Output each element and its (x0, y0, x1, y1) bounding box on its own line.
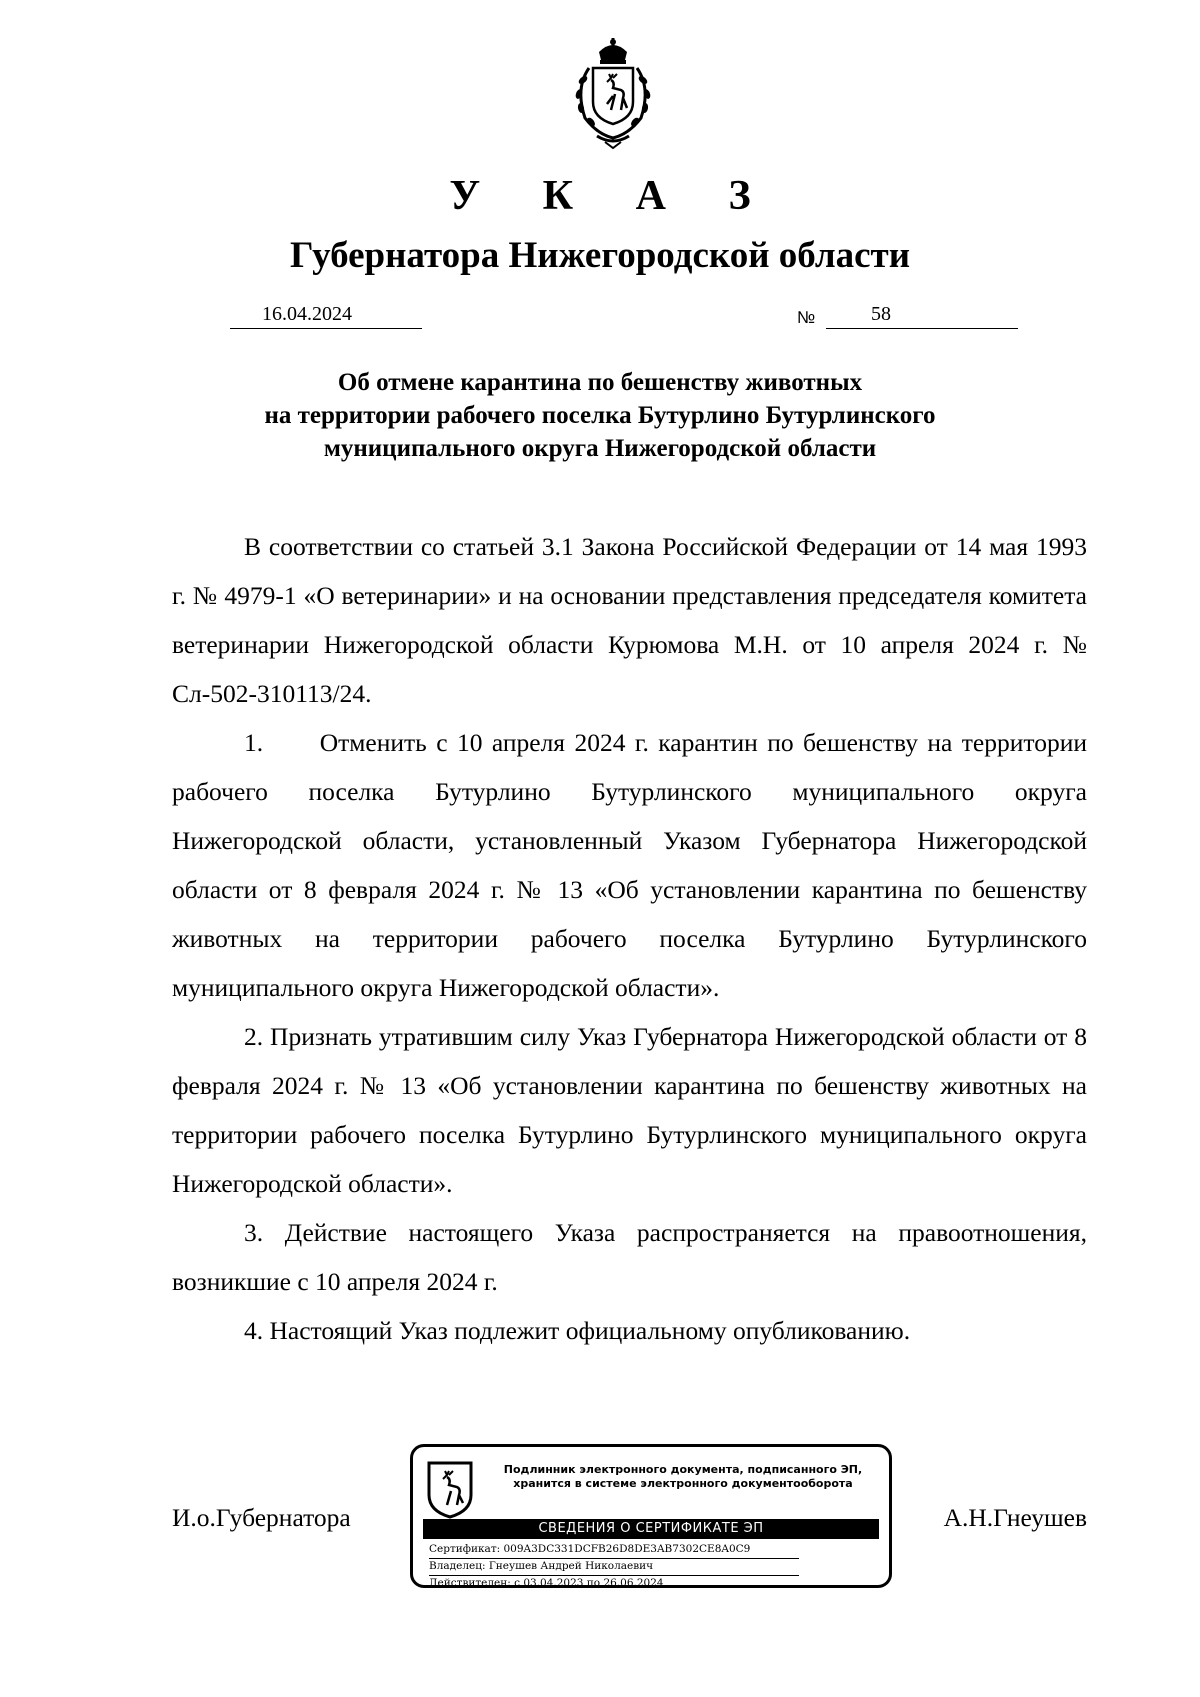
date-field (230, 302, 422, 329)
certificate-validity: Действителен: с 03.04.2023 по 26.06.2024 (429, 1577, 664, 1589)
item-4-paragraph: 4. Настоящий Указ подлежит официальному опубликованию. (244, 1316, 911, 1345)
item-1-paragraph: 1. Отменить с 10 апреля 2024 г. карантин по бешенству на территории рабочего поселка Бутурлино Бутурлинского муниципального округа Нижегородской области, установленный Указом Губернатора Нижегородской области от 8 февраля 2024 г. № 13 «Об установлении карантина по бешенству животных на территории рабочего поселка Бутурлино Бутурлинского муниципального округа Нижегородской области». (172, 728, 1087, 1002)
preamble-paragraph: В соответствии со статьей 3.1 Закона Российской Федерации от 14 мая 1993 г. № 4979-1 «О ветеринарии» и на основании представления председателя комитета ветеринарии Нижегородской области Курюмова М.Н. от 10 апреля 2024 г. № Сл-502-310113/24. (172, 532, 1087, 708)
electronic-signature-stamp (410, 1444, 892, 1588)
stamp-header (483, 1463, 883, 1491)
subject-line-3: муниципального округа Нижегородской области (323, 435, 877, 462)
document-subject (150, 366, 1050, 465)
item-3-paragraph: 3. Действие настоящего Указа распространяется на правоотношения, возникшие с 10 апреля 2024 г. (172, 1218, 1087, 1296)
certificate-serial: Сертификат: 009A3DC331DCFB26D8DE3AB7302CE8A0C9 (429, 1542, 799, 1559)
item-2-paragraph: 2. Признать утратившим силу Указ Губернатора Нижегородской области от 8 февраля 2024 г. № 13 «Об установлении карантина по бешенству животных на территории рабочего поселка Бутурлино Бутурлинского муниципального округа Нижегородской области». (172, 1022, 1087, 1198)
number-label: № (797, 308, 816, 327)
date-value: 16.04.2024 (262, 303, 352, 325)
signatory-position: И.о.Губернатора (172, 1503, 351, 1532)
coat-of-arms-icon (567, 38, 659, 150)
certificate-info-bar: СВЕДЕНИЯ О СЕРТИФИКАТЕ ЭП (423, 1519, 879, 1539)
certificate-owner: Владелец: Гнеушев Андрей Николаевич (429, 1559, 799, 1576)
document-type-title: У К А З (449, 173, 777, 219)
issuer-title: Губернатора Нижегородской области (289, 235, 911, 276)
deer-shield-icon (425, 1459, 475, 1519)
stamp-header-line-1: Подлинник электронного документа, подписанного ЭП, (503, 1463, 863, 1476)
number-value: 58 (871, 303, 891, 325)
certificate-details (429, 1542, 879, 1592)
signatory-name: А.Н.Гнеушев (943, 1503, 1087, 1532)
subject-line-2: на территории рабочего поселка Бутурлино Бутурлинского (264, 402, 936, 429)
subject-line-1: Об отмене карантина по бешенству животных (337, 369, 863, 396)
stamp-header-line-2: хранится в системе электронного документооборота (513, 1477, 853, 1490)
number-field (826, 302, 1018, 329)
document-body (172, 522, 1087, 1355)
